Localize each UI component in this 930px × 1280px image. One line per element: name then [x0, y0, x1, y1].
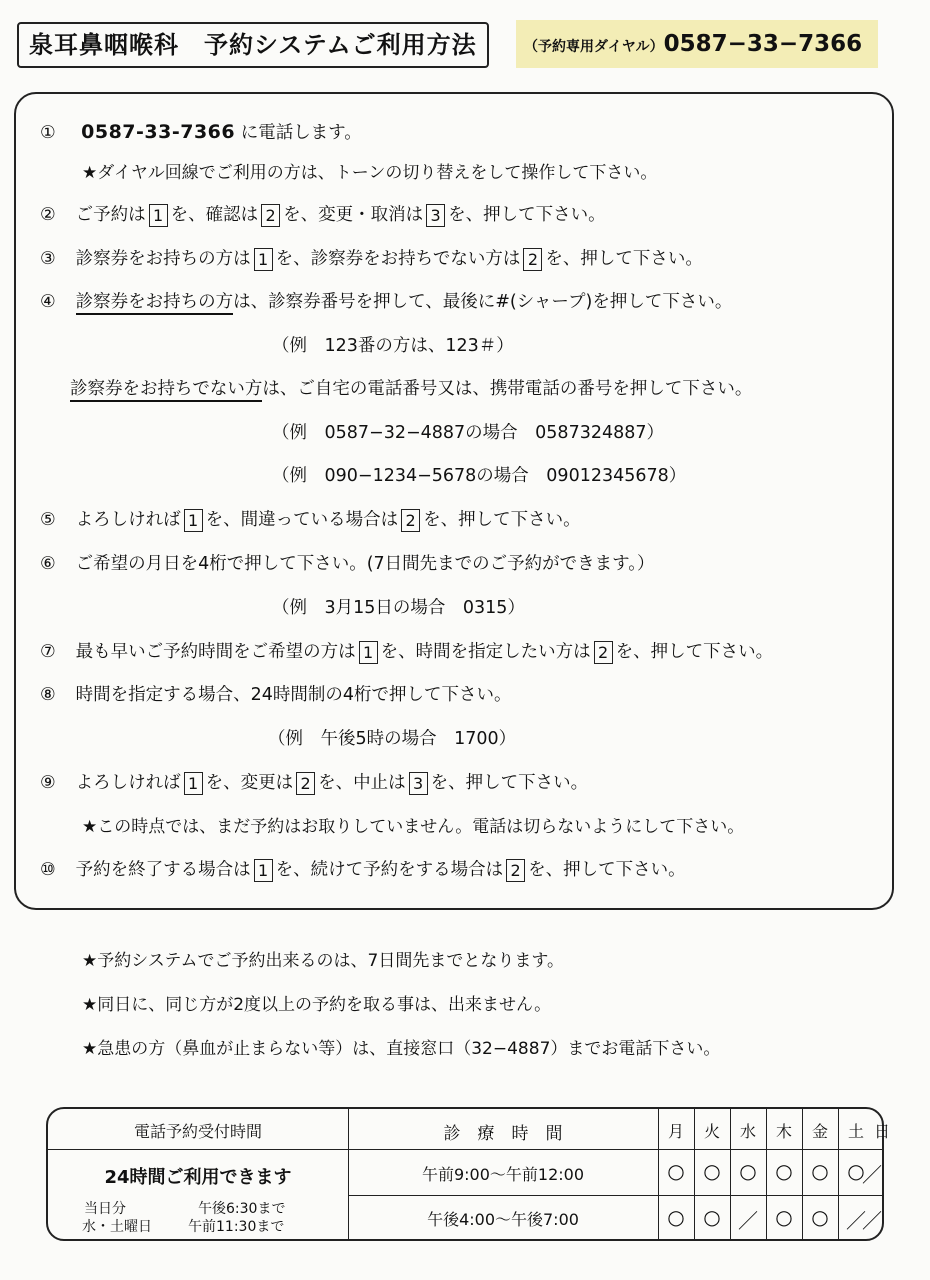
- step-2-marker: ②: [40, 205, 56, 225]
- step-9-text-b: を、変更は: [205, 773, 294, 793]
- step-3-text-b: を、診察券をお持ちでない方は: [275, 249, 521, 269]
- step-7-text-b: を、時間を指定したい方は: [380, 642, 591, 662]
- day-tue: 火: [703, 1122, 720, 1141]
- sameday-time: 午後6:30まで: [198, 1201, 286, 1217]
- afternoon-mark-tue: ○: [703, 1205, 721, 1229]
- day-sun: 日: [874, 1122, 891, 1141]
- step-2-text-b: を、確認は: [170, 205, 259, 225]
- step-1-marker: ①: [40, 123, 56, 143]
- dial-label: （予約専用ダイヤル）: [524, 39, 664, 55]
- key-1: 1: [149, 204, 168, 227]
- step-4b-underlined: 診察券をお持ちでない方: [70, 379, 262, 402]
- step-8-text: 時間を指定する場合、24時間制の4桁で押して下さい。: [75, 685, 512, 705]
- step-6: [40, 552, 655, 576]
- step-2-text-d: を、押して下さい。: [448, 205, 606, 225]
- step-9-marker: ⑨: [40, 773, 56, 793]
- step-4b-text: は、ご自宅の電話番号又は、携帯電話の番号を押して下さい。: [262, 379, 753, 399]
- step-8-marker: ⑧: [40, 685, 56, 705]
- day-sat: 土: [847, 1122, 864, 1141]
- key-1: 1: [184, 509, 203, 532]
- step-9: [40, 771, 588, 795]
- morning-mark-sat: ○: [847, 1159, 865, 1183]
- dial-number: 0587−33−7366: [663, 31, 863, 57]
- day-mon: 月: [667, 1122, 684, 1141]
- hours-header: 診 療 時 間: [443, 1124, 563, 1144]
- step-10-text-c: を、押して下さい。: [528, 860, 686, 880]
- note-emergency: ★急患の方（鼻血が止まらない等）は、直接窓口（32−4887）までお電話下さい。: [82, 1039, 721, 1059]
- afternoon-mark-fri: ○: [811, 1205, 829, 1229]
- key-2: 2: [506, 859, 525, 882]
- step-5-text-c: を、押して下さい。: [423, 510, 581, 530]
- step-1-note: ★ダイヤル回線でご利用の方は、トーンの切り替えをして操作して下さい。: [82, 163, 658, 183]
- note-7-days: ★予約システムでご予約出来るのは、7日間先までとなります。: [82, 951, 564, 971]
- step-10-text-a: 予約を終了する場合は: [75, 860, 251, 880]
- step-10-text-b: を、続けて予約をする場合は: [275, 860, 504, 880]
- day-fri: 金: [811, 1122, 828, 1141]
- page-title: 泉耳鼻咽喉科 予約システムご利用方法: [17, 22, 489, 68]
- step-8: [40, 683, 511, 707]
- step-6-marker: ⑥: [40, 554, 56, 574]
- afternoon-hours: 午後4:00〜午後7:00: [427, 1210, 579, 1229]
- morning-mark-tue: ○: [703, 1159, 721, 1183]
- key-2: 2: [261, 204, 280, 227]
- day-wed: 水: [739, 1122, 756, 1141]
- step-4: [40, 290, 732, 314]
- step-5-marker: ⑤: [40, 510, 56, 530]
- wedsat-label: 水・土曜日: [82, 1219, 152, 1235]
- step-8-example: （例 午後5時の場合 1700）: [268, 729, 517, 749]
- reservation-dial-banner: [516, 20, 878, 68]
- step-4b-example-2: （例 090−1234−5678の場合 09012345678）: [272, 466, 687, 486]
- step-1-number: 0587-33-7366: [81, 121, 236, 143]
- step-5: [40, 508, 581, 532]
- morning-mark-wed: ○: [739, 1159, 757, 1183]
- step-3-text-c: を、押して下さい。: [545, 249, 703, 269]
- afternoon-mark-wed: ／: [738, 1209, 758, 1233]
- afternoon-mark-mon: ○: [667, 1205, 685, 1229]
- phone-24h: 24時間ご利用できます: [104, 1167, 292, 1188]
- step-10-marker: ⑩: [40, 860, 56, 880]
- step-10: [40, 858, 686, 882]
- morning-mark-mon: ○: [667, 1159, 685, 1183]
- step-1-text: に電話します。: [235, 123, 362, 143]
- step-6-example: （例 3月15日の場合 0315）: [272, 598, 525, 618]
- sameday-label: 当日分: [84, 1201, 126, 1217]
- step-3: [40, 247, 703, 271]
- key-1: 1: [359, 641, 378, 664]
- step-3-marker: ③: [40, 249, 56, 269]
- step-9-note: ★この時点では、まだ予約はお取りしていません。電話は切らないようにして下さい。: [82, 817, 745, 837]
- wedsat-time: 午前11:30まで: [188, 1219, 285, 1235]
- key-3: 3: [426, 204, 445, 227]
- step-2-text-c: を、変更・取消は: [283, 205, 424, 225]
- afternoon-mark-sun: ／: [862, 1209, 882, 1233]
- afternoon-mark-thu: ○: [775, 1205, 793, 1229]
- step-1: [40, 120, 362, 145]
- key-3: 3: [409, 772, 428, 795]
- step-2: [40, 203, 606, 227]
- step-4b: [70, 377, 752, 401]
- step-7-marker: ⑦: [40, 642, 56, 662]
- morning-hours: 午前9:00〜午前12:00: [421, 1165, 585, 1184]
- key-1: 1: [254, 248, 273, 271]
- day-thu: 木: [775, 1122, 792, 1141]
- step-6-text: ご希望の月日を4桁で押して下さい。(7日間先までのご予約ができます。）: [75, 554, 655, 574]
- step-2-text-a: ご予約は: [75, 205, 146, 225]
- step-5-text-a: よろしければ: [75, 510, 181, 530]
- step-7: [40, 640, 773, 664]
- step-4-marker: ④: [40, 292, 56, 312]
- key-2: 2: [296, 772, 315, 795]
- phone-hours-header: 電話予約受付時間: [133, 1122, 262, 1141]
- step-9-text-c: を、中止は: [318, 773, 406, 793]
- step-4b-example-1: （例 0587−32−4887の場合 0587324887）: [272, 423, 665, 443]
- morning-mark-sun: ／: [862, 1163, 882, 1187]
- key-2: 2: [523, 248, 542, 271]
- schedule-table: [46, 1107, 891, 1241]
- step-4-underlined: 診察券をお持ちの方: [76, 292, 234, 315]
- afternoon-mark-sat: ／: [846, 1209, 866, 1233]
- key-1: 1: [254, 859, 273, 882]
- morning-mark-fri: ○: [811, 1159, 829, 1183]
- step-4-text: は、診察券番号を押して、最後に#(シャープ)を押して下さい。: [233, 292, 733, 312]
- note-once-per-day: ★同日に、同じ方が2度以上の予約を取る事は、出来ません。: [82, 995, 552, 1015]
- step-5-text-b: を、間違っている場合は: [205, 510, 399, 530]
- key-2: 2: [401, 509, 420, 532]
- step-7-text-c: を、押して下さい。: [615, 642, 774, 662]
- key-2: 2: [594, 641, 613, 664]
- step-3-text-a: 診察券をお持ちの方は: [75, 249, 251, 269]
- step-9-text-a: よろしければ: [75, 773, 181, 793]
- step-9-text-d: を、押して下さい。: [430, 773, 589, 793]
- step-7-text-a: 最も早いご予約時間をご希望の方は: [75, 642, 356, 662]
- morning-mark-thu: ○: [775, 1159, 793, 1183]
- key-1: 1: [184, 772, 203, 795]
- step-4-example: （例 123番の方は、123＃）: [272, 336, 514, 356]
